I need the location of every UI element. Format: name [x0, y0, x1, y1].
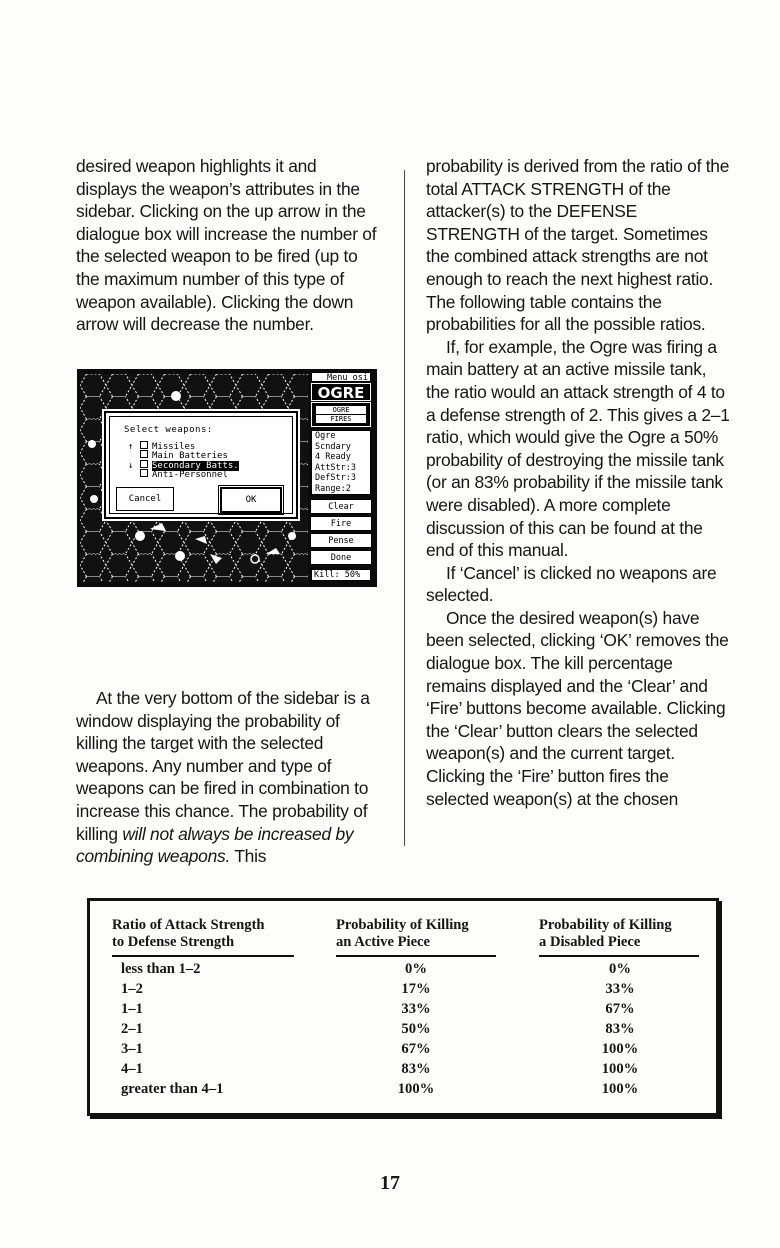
kill-probability: Kill: 50% [311, 569, 371, 581]
weapon-row-missiles[interactable]: ↑ Missiles [128, 442, 196, 452]
paragraph: At the very bottom of the sidebar is a window displaying the probability of killing the target with the selected weapons. Any number and type of weapons can be fired in combination to increase this chance. The probability of killing will not always be increased by combining weapons. This [76, 688, 370, 867]
column-divider [404, 170, 405, 846]
header-rule [112, 955, 294, 957]
table-header: Probability of Killing an Active Piece [336, 917, 469, 950]
cancel-button[interactable]: Cancel [116, 487, 174, 511]
table-row: greater than 4–1 100% 100% [121, 1081, 639, 1097]
paragraph: If ‘Cancel’ is clicked no weapons are selected. [426, 562, 717, 606]
header-rule [336, 955, 496, 957]
game-screenshot-figure [77, 369, 377, 587]
done-button[interactable]: Done [311, 551, 371, 564]
table-row: 1–1 33% 67% [121, 1001, 635, 1017]
checkbox-icon [140, 469, 148, 477]
menu-bar[interactable]: Menu osi [311, 372, 371, 382]
down-arrow-icon[interactable]: ↓ [128, 461, 134, 471]
checkbox-icon [140, 460, 148, 468]
paragraph: Once the desired weapon(s) have been selected, clicking ‘OK’ removes the dialogue box. The kill percentage remains displayed and the ‘Clear’ and ‘Fire’ buttons become available. Clicking the ‘Clear’ button clears the selected weapon(s) and the current target. Clicking the ‘Fire’ button fires the selected weapon(s) at the chosen [426, 607, 729, 809]
up-arrow-icon[interactable]: ↑ [128, 442, 134, 452]
checkbox-icon [140, 450, 148, 458]
pense-button[interactable]: Pense [311, 534, 371, 547]
paragraph: desired weapon highlights it and displays the weapon’s attributes in the sidebar. Clicking on the up arrow in the dialogue box will increase the number of the selected weapon to be fired (up to the maximum number of this type of weapon available). Clicking the down arrow will decrease the number. [76, 156, 377, 335]
table-header: Ratio of Attack Strength to Defense Strength [112, 917, 265, 950]
clear-button[interactable]: Clear [311, 500, 371, 513]
table-row: 4–1 83% 100% [121, 1061, 639, 1077]
probability-table [87, 898, 719, 1116]
paragraph: probability is derived from the ratio of the total ATTACK STRENGTH of the attacker(s) to the DEFENSE STRENGTH of the target. Sometimes the combined attack strengths are not enough to reach the next highest ratio. The following table contains the probabilities for all the possible ratios. [426, 156, 730, 335]
right-column [426, 155, 731, 810]
header-rule [539, 955, 699, 957]
page-number: 17 [380, 1172, 400, 1194]
ogre-logo: OGRE [311, 383, 371, 401]
checkbox-icon [140, 441, 148, 449]
ogre-fires-panel: OGRE FIRES [311, 402, 371, 427]
paragraph: If, for example, the Ogre was firing a main battery at an active missile tank, the ratio would an attack strength of 4 to a defense strength of 2. This gives a 2–1 ratio, which would give the Ogre a 50% probability of destroying the missile tank (or an 83% probability if the missile tank were disabled). A more complete discussion of this can be found at the end of this manual. [426, 336, 730, 561]
left-column-bottom [76, 687, 378, 868]
weapon-row-anti-personnel[interactable]: Anti-Personnel [128, 469, 288, 479]
left-column-top [76, 155, 378, 336]
table-row: 2–1 50% 83% [121, 1021, 635, 1037]
dialog-title: Select weapons: [124, 425, 213, 435]
table-row: less than 1–2 0% 0% [121, 961, 631, 977]
table-row: 3–1 67% 100% [121, 1041, 639, 1057]
select-weapons-dialog [104, 411, 298, 519]
ok-button[interactable]: OK [220, 487, 282, 513]
fire-button[interactable]: Fire [311, 517, 371, 530]
table-header: Probability of Killing a Disabled Piece [539, 917, 672, 950]
table-row: 1–2 17% 33% [121, 981, 635, 997]
weapon-row-secondary-batts[interactable]: ↓ Secondary Batts. [128, 461, 239, 471]
weapon-info-panel: Ogre Scndary 4 Ready AttStr:3 DefStr:3 Range:2 [311, 430, 371, 495]
game-sidebar [309, 372, 375, 584]
weapon-row-main-batteries[interactable]: Main Batteries [128, 450, 288, 460]
